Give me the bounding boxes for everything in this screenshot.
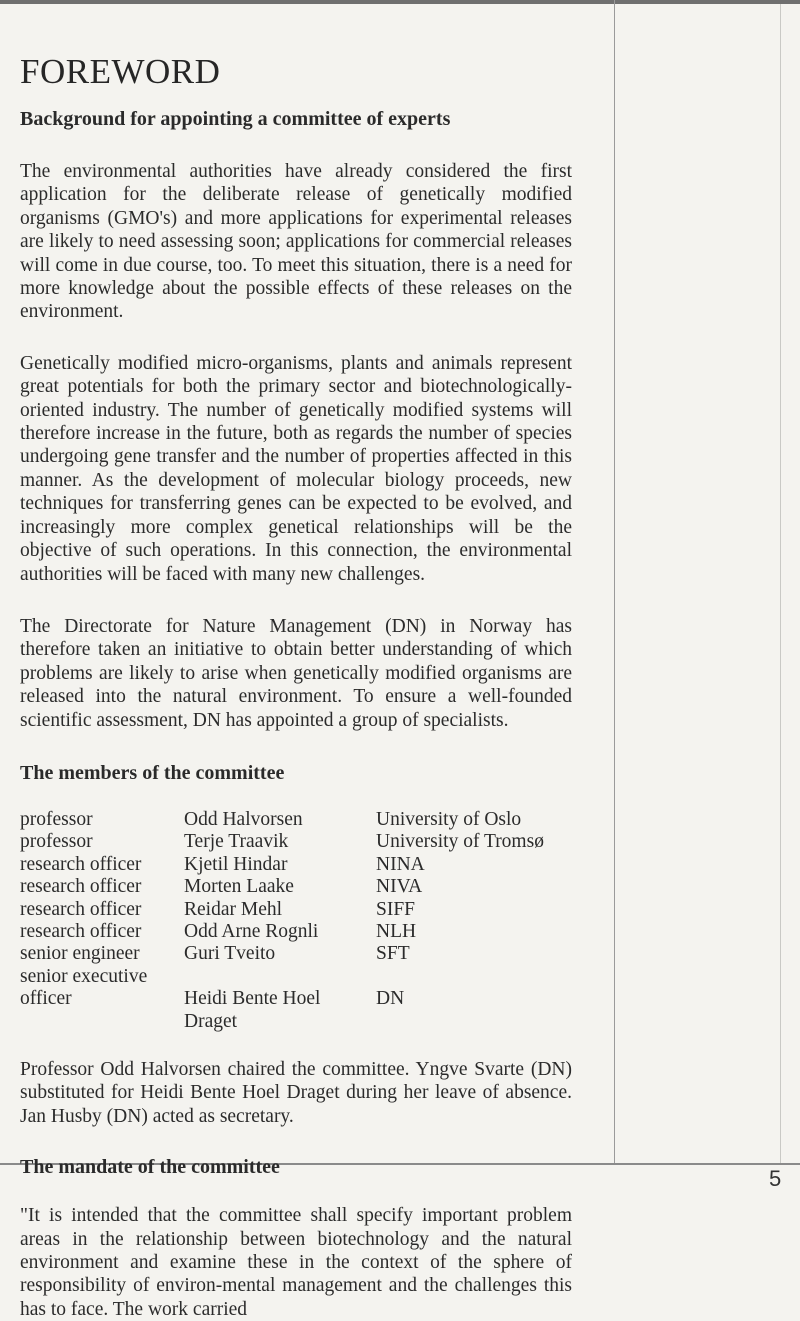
member-affiliation: NIVA <box>376 876 423 898</box>
members-table <box>20 809 544 1033</box>
member-name: Kjetil Hindar <box>184 853 288 875</box>
member-affiliation: University of Oslo <box>376 808 522 830</box>
member-name: Odd Arne Rognli <box>184 920 319 942</box>
paragraph: The environmental authorities have already considered the first application for the deliberate release of genetically modified organisms (GMO's) and more applications for experimental releases are likely to need assessing soon; applications for commercial releases will come in due course, too. To meet this situation, there is a need for more knowledge about the possible effects of these releases on the environment. <box>20 161 572 323</box>
member-affiliation: NLH <box>376 920 417 942</box>
member-name: Terje Traavik <box>184 831 289 853</box>
member-name: Morten Laake <box>184 876 294 898</box>
member-name: Guri Tveito <box>184 943 276 965</box>
column-divider <box>614 0 615 1165</box>
member-title: professor <box>20 831 93 853</box>
member-name: Odd Halvorsen <box>184 808 303 830</box>
member-row <box>20 831 544 853</box>
member-row <box>20 809 544 831</box>
margin-rule <box>780 4 781 1165</box>
member-title: professor <box>20 808 93 830</box>
section-heading-background: Background for appointing a committee of experts <box>20 108 451 130</box>
member-row <box>20 966 544 988</box>
member-affiliation: DN <box>376 988 405 1010</box>
paragraph: Genetically modified micro-organisms, plants and animals represent great potentials for both the primary sector and biotechnologically-oriented industry. The number of genetically modified systems will therefore increase in the future, both as regards the number of species undergoing gene transfer and the number of properties affected in this manner. As the development of molecular biology proceeds, new techniques for transferring genes can be expected to be evolved, and increasingly more complex genetical relationships will be the objective of such operations. In this connection, the environmental authorities will be faced with many new challenges. <box>20 352 572 585</box>
member-name: Reidar Mehl <box>184 898 283 920</box>
member-row <box>20 921 544 943</box>
member-affiliation: NINA <box>376 853 425 875</box>
member-row <box>20 876 544 898</box>
page-content <box>20 50 572 1321</box>
member-title: senior executive <box>20 965 148 987</box>
member-row <box>20 988 544 1033</box>
member-title: research officer <box>20 920 142 942</box>
member-title: research officer <box>20 898 142 920</box>
member-name <box>184 966 376 988</box>
section-heading-members: The members of the committee <box>20 761 285 784</box>
mandate-quote: "It is intended that the committee shall specify important problem areas in the relationship between biotechnology and the natural environment and examine these in the context of the sphere of responsibility of environ-mental management and the challenges this has to face. The work carried <box>20 1205 572 1320</box>
member-row <box>20 943 544 965</box>
member-affiliation <box>376 966 544 988</box>
member-affiliation: SFT <box>376 943 410 965</box>
member-title: senior engineer <box>20 943 140 965</box>
member-affiliation: SIFF <box>376 898 416 920</box>
member-name: Heidi Bente Hoel Draget <box>184 988 321 1032</box>
member-title: research officer <box>20 853 142 875</box>
member-affiliation: University of Tromsø <box>376 831 544 853</box>
page-number: 5 <box>769 1166 782 1191</box>
member-row <box>20 899 544 921</box>
top-border <box>0 0 800 4</box>
member-row <box>20 854 544 876</box>
paragraph: The Directorate for Nature Management (DN) in Norway has therefore taken an initiative to obtain better understanding of which problems are likely to arise when genetically modified organisms are released into the natural environment. To ensure a well-founded scientific assessment, DN has appointed a group of specialists. <box>20 615 572 731</box>
section-heading-mandate: The mandate of the committee <box>20 1156 280 1179</box>
page-title: FOREWORD <box>20 52 221 91</box>
member-title: research officer <box>20 876 142 898</box>
member-title: officer <box>20 988 72 1010</box>
paragraph: Professor Odd Halvorsen chaired the committee. Yngve Svarte (DN) substituted for Heidi Bente Hoel Draget during her leave of absence. Jan Husby (DN) acted as secretary. <box>20 1059 572 1127</box>
